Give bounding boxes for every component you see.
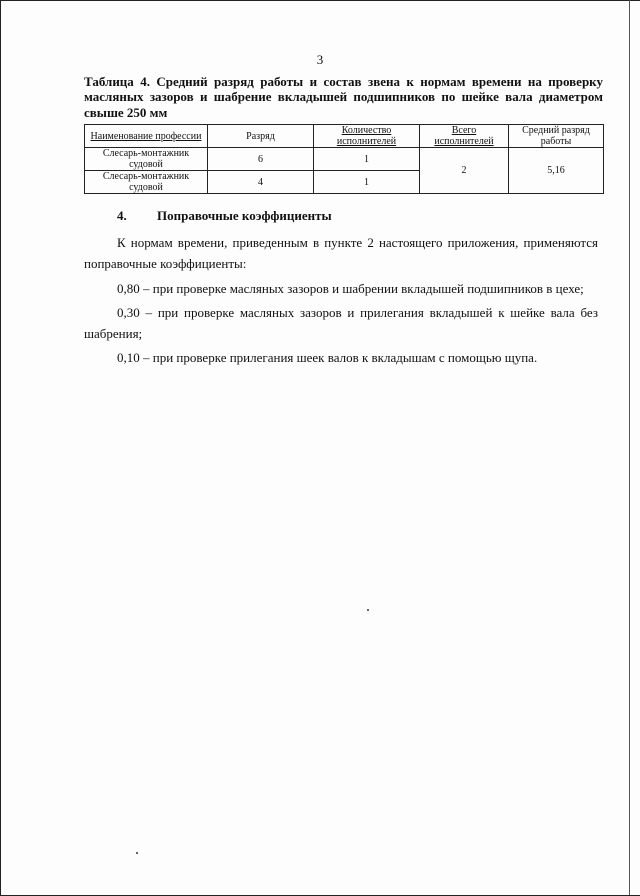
section-number: 4.	[117, 208, 127, 223]
scan-edge-left	[0, 0, 1, 896]
scan-speck	[367, 609, 369, 611]
table-row	[85, 148, 604, 171]
cell-profession: Слесарь-монтажник судовой	[85, 148, 208, 171]
table-caption-line3: свыше 250 мм	[84, 105, 168, 120]
paragraph-coef-030: 0,30 – при проверке масляных зазоров и прилегания вкладышей к шейке вала без шабрения;	[84, 305, 598, 341]
table-caption-line2: масляных зазоров и шабрение вкладышей подшипников по шейке вала диаметром	[84, 89, 603, 104]
table-header-row	[85, 125, 604, 148]
cell-total: 2	[420, 148, 509, 194]
header-count: Количество исполнителей	[314, 125, 420, 148]
page-number: 3	[316, 52, 324, 67]
section-title: Поправочные коэффициенты	[157, 208, 332, 223]
scan-edge-top	[0, 0, 640, 1]
cell-avg-grade: 5,16	[509, 148, 604, 194]
paragraph-coef-010: 0,10 – при проверке прилегания шеек валов к вкладышам с помощью щупа.	[117, 350, 538, 365]
crew-grade-table	[84, 124, 604, 194]
section-heading	[117, 208, 332, 224]
table-caption-line1: Таблица 4. Средний разряд работы и состав звена к нормам времени на проверку	[84, 74, 603, 89]
scan-speck	[136, 852, 138, 854]
cell-grade: 4	[208, 171, 314, 194]
paragraph-intro: К нормам времени, приведенным в пункте 2 настоящего приложения, применяются поправочные коэффициенты:	[84, 235, 598, 271]
cell-count: 1	[314, 171, 420, 194]
paragraph-coef-080: 0,80 – при проверке масляных зазоров и шабрении вкладышей подшипников в цехе;	[117, 281, 584, 296]
header-profession: Наименование профессии	[85, 125, 208, 148]
header-avg-grade: Средний разряд работы	[509, 125, 604, 148]
cell-count: 1	[314, 148, 420, 171]
scan-edge-right	[629, 0, 630, 896]
cell-profession: Слесарь-монтажник судовой	[85, 171, 208, 194]
table-caption	[84, 74, 603, 104]
header-grade: Разряд	[208, 125, 314, 148]
header-total: Всего исполнителей	[420, 125, 509, 148]
cell-grade: 6	[208, 148, 314, 171]
